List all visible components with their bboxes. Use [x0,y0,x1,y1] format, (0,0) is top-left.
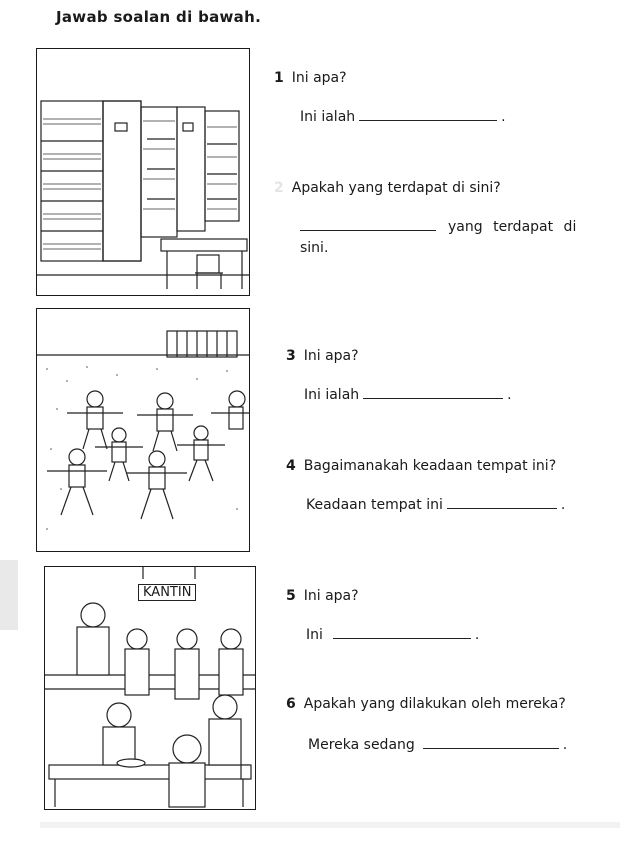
answer-suffix: . [507,387,512,403]
answer-line-5 [306,624,479,645]
question-2 [274,178,501,198]
answer-prefix: Mereka sedang [308,737,415,753]
answer-prefix: Ini ialah [300,109,356,125]
question-6 [286,694,566,714]
answer-line-2 [300,216,576,237]
library-drawing [37,49,249,295]
question-prompt: Ini apa? [303,588,359,604]
answer-suffix: . [560,497,566,513]
answer-line-4 [306,494,565,515]
library-illustration [36,48,250,296]
answer-prefix: Ini ialah [304,387,360,403]
question-number: 4 [286,458,296,474]
answer-blank[interactable] [423,734,559,749]
answer-line-6 [308,734,567,755]
answer-line-3 [304,384,512,405]
question-5 [286,586,359,606]
answer-suffix: yang terdapat di [448,219,577,235]
question-3 [286,346,359,366]
answer-suffix-2: sini. [300,240,329,256]
question-prompt: Bagaimanakah keadaan tempat ini? [303,458,557,474]
question-number: 2 [274,180,284,196]
answer-line-2b [300,238,328,258]
canteen-illustration [44,566,256,810]
answer-blank[interactable] [447,494,557,509]
kantin-sign: KANTIN [138,584,196,601]
question-4 [286,456,556,476]
question-number: 1 [274,70,284,86]
scan-bleed-bottom [40,822,620,828]
question-prompt: Ini apa? [291,70,347,86]
question-prompt: Apakah yang dilakukan oleh mereka? [303,696,566,712]
answer-blank[interactable] [359,106,497,121]
question-number: 3 [286,348,296,364]
answer-suffix: . [562,737,568,753]
canteen-drawing [45,567,255,809]
answer-blank[interactable] [333,624,471,639]
field-exercise-illustration [36,308,250,552]
question-number: 5 [286,588,296,604]
answer-blank[interactable] [300,216,436,231]
question-1 [274,68,347,88]
answer-suffix: . [474,627,480,643]
answer-blank[interactable] [363,384,503,399]
answer-suffix: . [501,109,506,125]
question-number: 6 [286,696,296,712]
answer-prefix: Keadaan tempat ini [306,497,443,513]
scan-bleed-left [0,560,18,630]
answer-line-1 [300,106,506,127]
field-drawing [37,309,249,551]
answer-prefix: Ini [306,627,323,643]
instruction-heading: Jawab soalan di bawah. [56,8,262,26]
question-prompt: Apakah yang terdapat di sini? [291,180,501,196]
question-prompt: Ini apa? [303,348,359,364]
